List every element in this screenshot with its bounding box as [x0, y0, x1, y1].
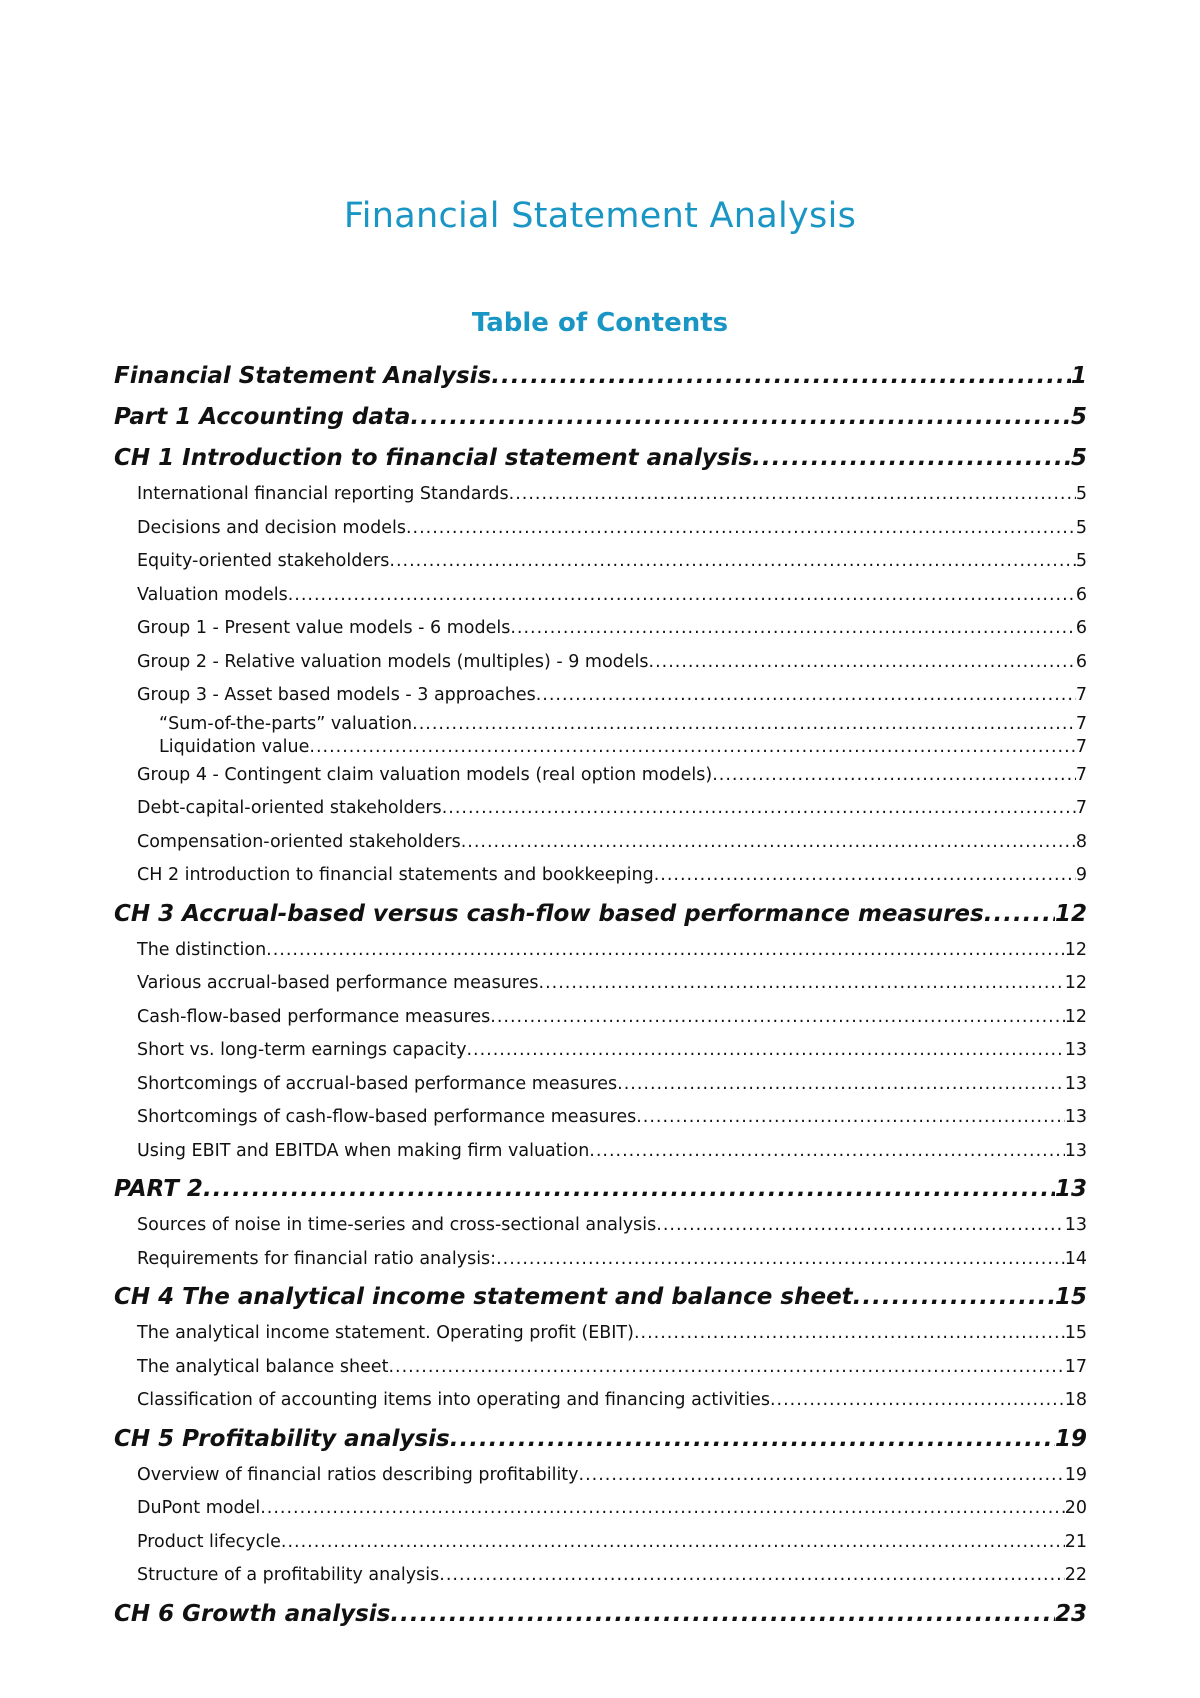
toc-entry[interactable]	[114, 397, 1087, 437]
toc-entry-page-number: 5	[1075, 484, 1087, 504]
toc-entry-label: Cash-flow-based performance measures	[137, 1006, 491, 1027]
toc-dot-leader	[466, 1034, 1064, 1068]
toc-entry-page-number: 20	[1064, 1498, 1087, 1518]
toc-entry-label: Liquidation value	[159, 736, 310, 757]
toc-dot-leader	[491, 356, 1071, 396]
toc-entry-label: CH 4 The analytical income statement and balance sheet	[114, 1284, 853, 1310]
toc-dot-leader	[656, 1209, 1064, 1243]
toc-entry-label: Part 1 Accounting data	[114, 404, 411, 430]
toc-entry-label: DuPont model	[137, 1498, 261, 1518]
toc-entry-label: The analytical income statement. Operating profit (EBIT)	[137, 1323, 634, 1343]
toc-dot-leader	[634, 1317, 1065, 1351]
toc-dot-leader	[712, 759, 1076, 793]
toc-entry-page-number: 13	[1064, 1215, 1087, 1235]
toc-entry[interactable]	[114, 1459, 1087, 1493]
toc-entry-page-number: 9	[1075, 865, 1087, 885]
toc-entry[interactable]	[114, 478, 1087, 512]
toc-dot-leader	[654, 859, 1076, 893]
toc-entry-page-number: 13	[1064, 1040, 1087, 1060]
toc-entry-page-number: 6	[1075, 618, 1087, 638]
toc-entry[interactable]	[114, 1135, 1087, 1169]
toc-entry-page-number: 12	[1064, 1006, 1087, 1027]
toc-dot-leader	[390, 1594, 1055, 1634]
toc-entry[interactable]	[114, 792, 1087, 826]
toc-entry[interactable]	[114, 894, 1087, 934]
toc-entry-label: Decisions and decision models	[137, 517, 406, 538]
toc-entry[interactable]	[114, 1594, 1087, 1634]
toc-entry-label: Classification of accounting items into operating and financing activities	[137, 1390, 770, 1410]
toc-entry-label: Overview of financial ratios describing profitability	[137, 1464, 579, 1485]
toc-entry-label: Debt-capital-oriented stakeholders	[137, 798, 442, 818]
toc-dot-leader	[260, 1492, 1065, 1526]
toc-entry-page-number: 13	[1064, 1140, 1087, 1161]
toc-entry-label: PART 2	[114, 1176, 203, 1202]
toc-entry-page-number: 7	[1075, 685, 1087, 705]
toc-dot-leader	[442, 792, 1076, 826]
toc-entry-page-number: 6	[1075, 651, 1087, 672]
toc-entry-label: CH 1 Introduction to financial statement analysis	[114, 445, 753, 471]
toc-entry[interactable]	[114, 512, 1087, 546]
toc-entry-page-number: 12	[1064, 939, 1087, 960]
toc-entry[interactable]	[114, 1317, 1087, 1351]
toc-dot-leader	[389, 545, 1075, 579]
toc-entry[interactable]	[114, 859, 1087, 893]
toc-dot-leader	[450, 1419, 1055, 1459]
toc-entry-page-number: 7	[1075, 736, 1087, 757]
toc-entry-label: The distinction	[137, 939, 267, 960]
toc-dot-leader	[589, 1135, 1064, 1169]
toc-dot-leader	[617, 1068, 1065, 1102]
toc-entry-page-number: 15	[1054, 1284, 1087, 1310]
toc-entry[interactable]	[114, 1384, 1087, 1418]
toc-dot-leader	[579, 1459, 1065, 1493]
toc-entry[interactable]	[114, 1351, 1087, 1385]
toc-entry-label: Product lifecycle	[137, 1531, 281, 1552]
toc-entry[interactable]	[114, 1492, 1087, 1526]
toc-entry[interactable]	[114, 1101, 1087, 1135]
toc-entry-label: Requirements for financial ratio analysis:	[137, 1248, 497, 1269]
toc-entry[interactable]	[114, 967, 1087, 1001]
toc-entry-page-number: 21	[1064, 1531, 1087, 1552]
toc-entry[interactable]	[114, 612, 1087, 646]
toc-entry-page-number: 5	[1070, 404, 1087, 430]
toc-entry-label: CH 3 Accrual-based versus cash-flow based performance measures	[114, 900, 984, 927]
toc-dot-leader	[406, 512, 1076, 546]
toc-entry-label: Various accrual-based performance measures	[137, 973, 539, 993]
toc-entry[interactable]	[114, 1419, 1087, 1459]
toc-entry[interactable]	[114, 679, 1087, 713]
toc-entry-page-number: 6	[1075, 584, 1087, 605]
toc-entry-page-number: 17	[1064, 1356, 1087, 1377]
table-of-contents	[114, 355, 1087, 1634]
toc-dot-leader	[984, 894, 1055, 934]
toc-dot-leader	[496, 1243, 1065, 1277]
toc-entry[interactable]	[114, 934, 1087, 968]
toc-entry[interactable]	[114, 646, 1087, 680]
toc-entry-label: International financial reporting Standards	[137, 484, 509, 504]
toc-entry-label: The analytical balance sheet	[137, 1356, 389, 1377]
toc-entry[interactable]	[114, 545, 1087, 579]
toc-entry-page-number: 23	[1054, 1600, 1087, 1627]
toc-entry-label: Group 1 - Present value models - 6 models	[137, 618, 511, 638]
toc-dot-leader	[439, 1559, 1064, 1593]
toc-entry-page-number: 22	[1064, 1565, 1087, 1585]
toc-entry-label: Financial Statement Analysis	[114, 363, 492, 389]
toc-entry-page-number: 1	[1070, 363, 1087, 389]
toc-entry[interactable]	[114, 1034, 1087, 1068]
toc-entry[interactable]	[114, 759, 1087, 793]
toc-entry-label: CH 6 Growth analysis	[114, 1600, 391, 1627]
toc-dot-leader	[649, 646, 1076, 680]
toc-entry[interactable]	[114, 1526, 1087, 1560]
toc-dot-leader	[309, 736, 1075, 759]
toc-entry-label: Group 3 - Asset based models - 3 approaches	[137, 685, 536, 705]
toc-entry-label: Compensation-oriented stakeholders	[137, 831, 461, 852]
toc-entry-page-number: 12	[1064, 973, 1087, 993]
toc-entry-page-number: 5	[1075, 517, 1087, 538]
toc-dot-leader	[853, 1277, 1055, 1317]
toc-dot-leader	[539, 967, 1065, 1001]
toc-entry[interactable]	[114, 1277, 1087, 1317]
toc-heading: Table of Contents	[471, 308, 729, 338]
toc-dot-leader	[281, 1526, 1065, 1560]
toc-entry[interactable]	[114, 1243, 1087, 1277]
toc-dot-leader	[770, 1384, 1065, 1418]
toc-dot-leader	[461, 826, 1076, 860]
toc-entry[interactable]	[114, 1209, 1087, 1243]
toc-dot-leader	[510, 612, 1076, 646]
toc-entry-label: Using EBIT and EBITDA when making firm valuation	[137, 1140, 590, 1161]
toc-entry-label: Equity-oriented stakeholders	[137, 551, 390, 571]
toc-entry-label: Shortcomings of cash-flow-based performance measures	[137, 1107, 637, 1127]
toc-entry[interactable]	[114, 438, 1087, 478]
toc-dot-leader	[490, 1001, 1064, 1035]
document-title: Financial Statement Analysis	[343, 196, 857, 236]
toc-dot-leader	[509, 478, 1076, 512]
toc-entry-label: Shortcomings of accrual-based performance measures	[137, 1073, 618, 1094]
toc-entry-page-number: 7	[1075, 713, 1087, 734]
toc-entry-label: Group 2 - Relative valuation models (multiples) - 9 models	[137, 651, 649, 672]
toc-entry[interactable]	[114, 736, 1087, 759]
toc-entry[interactable]	[114, 1068, 1087, 1102]
toc-entry-label: CH 2 introduction to financial statements and bookkeeping	[137, 865, 654, 885]
toc-entry[interactable]	[114, 356, 1087, 396]
toc-dot-leader	[752, 438, 1071, 478]
toc-entry-page-number: 7	[1075, 764, 1087, 785]
toc-entry-page-number: 7	[1075, 798, 1087, 818]
toc-entry-page-number: 15	[1064, 1323, 1087, 1343]
toc-entry-page-number: 5	[1070, 445, 1087, 471]
toc-entry-page-number: 19	[1054, 1425, 1087, 1452]
toc-entry[interactable]	[114, 713, 1087, 736]
toc-entry-label: Structure of a profitability analysis	[137, 1565, 440, 1585]
toc-dot-leader	[412, 713, 1076, 736]
toc-entry-label: “Sum-of-the-parts” valuation	[159, 713, 413, 734]
toc-dot-leader	[410, 397, 1071, 437]
toc-entry-label: Valuation models	[137, 584, 288, 605]
toc-dot-leader	[636, 1101, 1065, 1135]
toc-dot-leader	[203, 1169, 1055, 1209]
toc-entry[interactable]	[114, 1169, 1087, 1209]
toc-entry-page-number: 12	[1054, 900, 1087, 927]
toc-entry[interactable]	[114, 1559, 1087, 1593]
toc-entry[interactable]	[114, 579, 1087, 613]
toc-entry-page-number: 13	[1054, 1176, 1087, 1202]
toc-entry-label: Sources of noise in time-series and cross-sectional analysis	[137, 1215, 657, 1235]
toc-entry-page-number: 13	[1064, 1073, 1087, 1094]
toc-entry[interactable]	[114, 1001, 1087, 1035]
toc-entry-page-number: 13	[1064, 1107, 1087, 1127]
toc-entry[interactable]	[114, 826, 1087, 860]
toc-entry-page-number: 5	[1075, 551, 1087, 571]
toc-entry-label: CH 5 Profitability analysis	[114, 1425, 450, 1452]
toc-dot-leader	[288, 579, 1076, 613]
toc-entry-page-number: 19	[1064, 1464, 1087, 1485]
toc-entry-label: Short vs. long-term earnings capacity	[137, 1040, 467, 1060]
toc-entry-label: Group 4 - Contingent claim valuation models (real option models)	[137, 764, 713, 785]
toc-entry-page-number: 14	[1064, 1248, 1087, 1269]
toc-entry-page-number: 8	[1075, 831, 1087, 852]
toc-dot-leader	[266, 934, 1065, 968]
toc-dot-leader	[388, 1351, 1064, 1385]
toc-dot-leader	[536, 679, 1076, 713]
toc-entry-page-number: 18	[1064, 1390, 1087, 1410]
